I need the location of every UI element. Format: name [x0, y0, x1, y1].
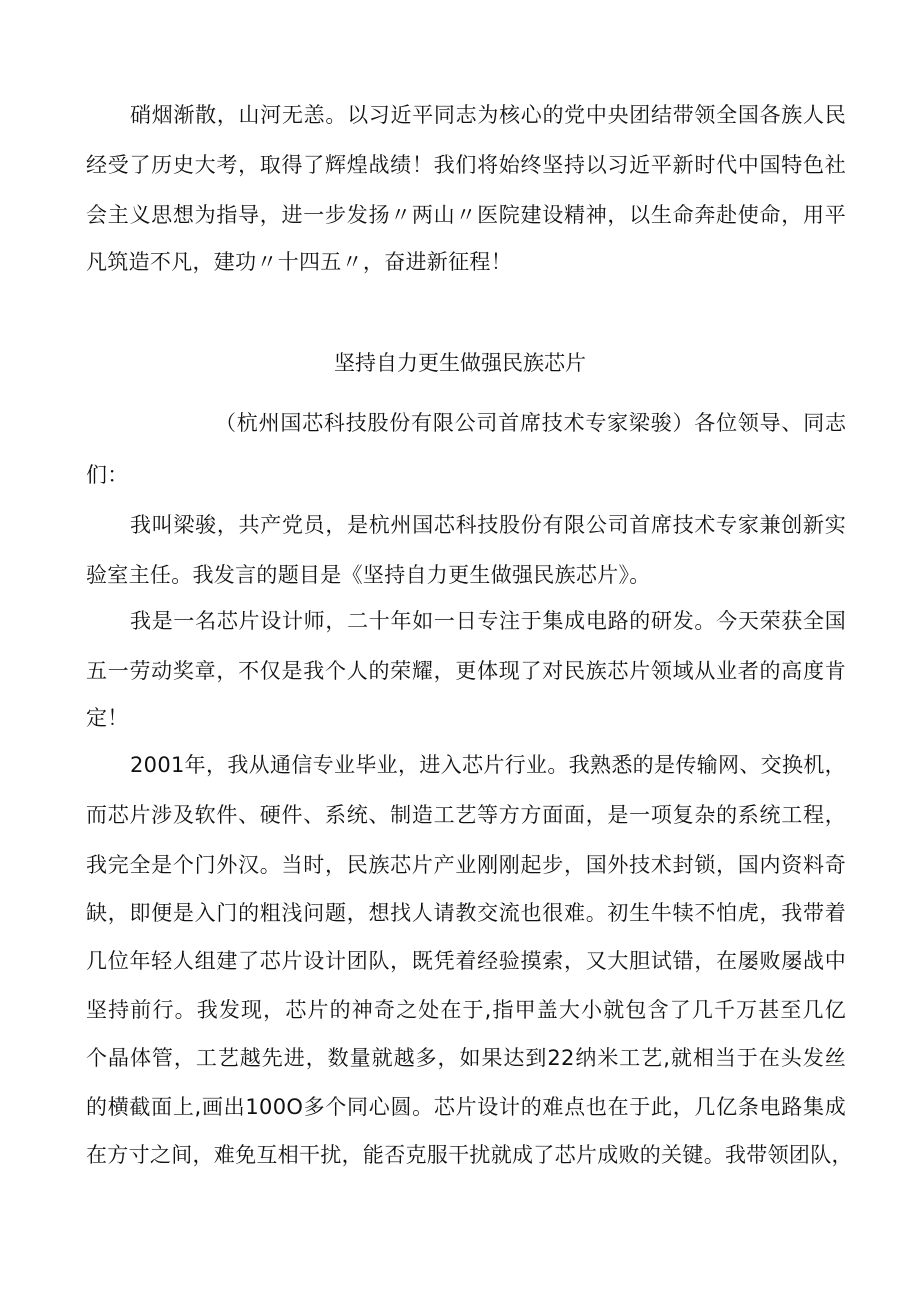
paragraph-3-line-7: 个晶体管，工艺越先进，数量就越多，如果达到22纳米工艺,就相当于在头发丝	[86, 1046, 846, 1070]
speech-title: 坚持自力更生做强民族芯片	[334, 351, 586, 375]
paragraph-3-line-8: 的横截面上,画出100O多个同心圆。芯片设计的难点也在于此，几亿条电路集成	[86, 1095, 846, 1119]
paragraph-2-line-3: 定！	[86, 706, 129, 730]
paragraph-1-line-2: 验室主任。我发言的题目是《坚持自力更生做强民族芯片》。	[86, 563, 651, 587]
paragraph-3-line-3: 我完全是个门外汉。当时，民族芯片产业刚刚起步，国外技术封锁，国内资料奇	[86, 853, 846, 877]
paragraph-1-line-1: 我叫梁骏，共产党员，是杭州国芯科技股份有限公司首席技术专家兼创新实	[130, 513, 846, 537]
paragraph-3-line-9: 在方寸之间，难免互相干扰，能否克服干扰就成了芯片成败的关键。我带领团队，	[86, 1143, 853, 1167]
paragraph-3-line-2: 而芯片涉及软件、硬件、系统、制造工艺等方方面面，是一项复杂的系统工程，	[86, 803, 846, 827]
paragraph-3-line-5: 几位年轻人组建了芯片设计团队，既凭着经验摸索，又大胆试错，在屡败屡战中	[86, 949, 846, 973]
intro-line-4: 凡筑造不凡，建功〃十四五〃，奋进新征程！	[86, 250, 512, 274]
paragraph-3-line-1: 2001年，我从通信专业毕业，进入芯片行业。我熟悉的是传输网、交换机，	[130, 753, 846, 777]
intro-line-1: 硝烟渐散，山河无恙。以习近平同志为核心的党中央团结带领全国各族人民	[130, 103, 846, 127]
paragraph-2-line-2: 五一劳动奖章，不仅是我个人的荣耀，更体现了对民族芯片领域从业者的高度肯	[86, 659, 846, 683]
paragraph-3-line-4: 缺，即便是入门的粗浅问题，想找人请教交流也很难。初生牛犊不怕虎，我带着	[86, 901, 846, 925]
paragraph-2-line-1: 我是一名芯片设计师，二十年如一日专注于集成电路的研发。今天荣获全国	[130, 609, 846, 633]
speaker-line-1: （杭州国芯科技股份有限公司首席技术专家梁骏）各位领导、同志	[215, 411, 846, 435]
intro-line-2: 经受了历史大考，取得了辉煌战绩！我们将始终坚持以习近平新时代中国特色社	[86, 153, 846, 177]
intro-line-3: 会主义思想为指导，进一步发扬〃两山〃医院建设精神，以生命奔赴使命，用平	[86, 203, 846, 227]
paragraph-3-line-6: 坚持前行。我发现，芯片的神奇之处在于,指甲盖大小就包含了几千万甚至几亿	[86, 998, 846, 1022]
speaker-line-2: 们：	[86, 463, 129, 487]
